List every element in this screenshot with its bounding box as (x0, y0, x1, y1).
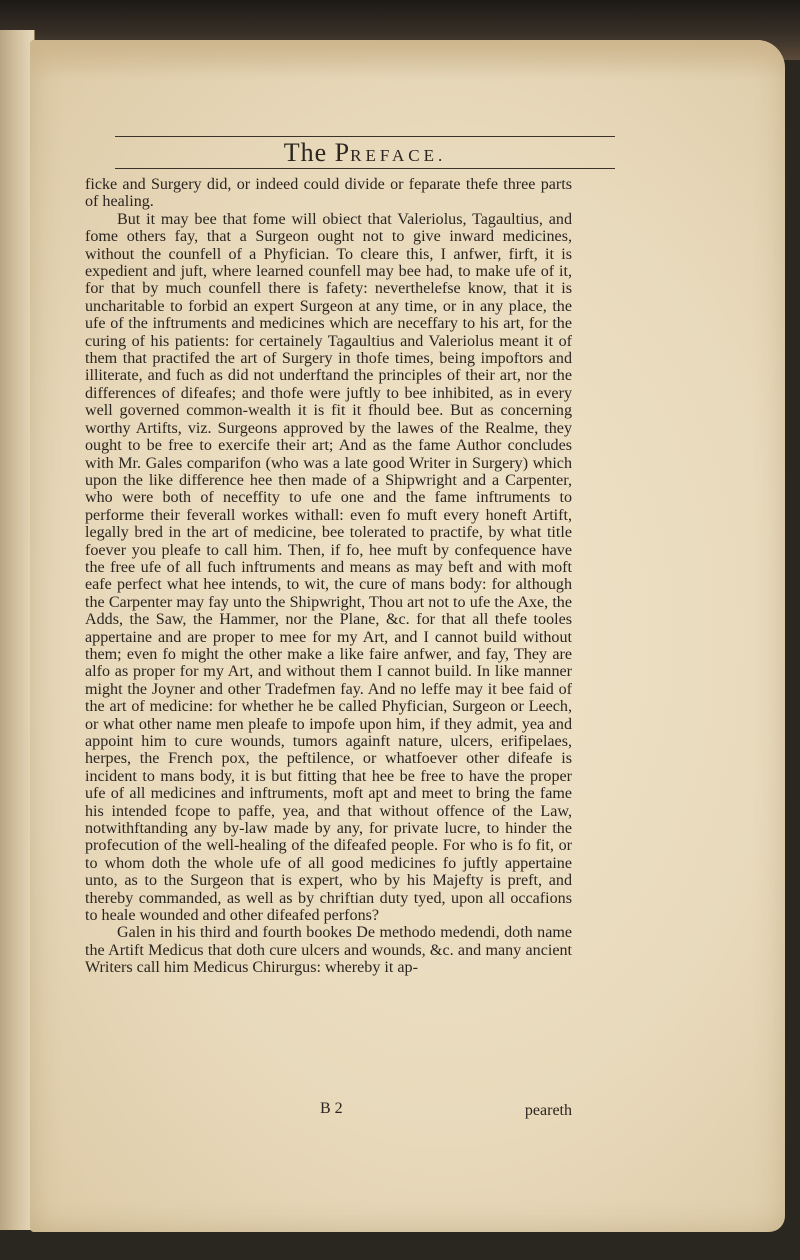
header-rule-top (115, 136, 615, 137)
header-rule-bottom (115, 168, 615, 169)
running-header (115, 138, 615, 168)
paragraph-2: But it may bee that fome will obiect that Valeriolus, Tagaultius, and fome others fay, that a Surgeon ought not to give inward medicines, without the counfell of a Phyfician. To cleare this, I anfwer, firft, it is expedient and juft, where learned counfell may bee had, to make ufe of it, for that by much counfell there is fafety: neverthelefse know, that it is uncharitable to forbid an expert Surgeon at any time, or in any place, the ufe of the inftruments and medicines which are neceffary to his art, for the curing of his patients: for certainely Tagaultius and Valeriolus meant it of them that practifed the art of Surgery in thofe times, being impoftors and illiterate, and fuch as did not underftand the principles of their art, nor the differences of difeafes; and thofe were juftly to bee inhibited, as in every well governed common-wealth it is fit it fhould bee. But as concerning worthy Artifts, viz. Surgeons approved by the lawes of the Realme, they ought to be free to exercife their art; And as the fame Author concludes with Mr. Gales comparifon (who was a late good Writer in Surgery) which upon the like difference hee then made of a Shipwright and a Carpenter, who were both of neceffity to ufe one and the fame inftruments to performe their feverall workes withall: even fo muft every honeft Artift, legally bred in the art of medicine, bee tolerated to practife, by what title foever you pleafe to call him. Then, if fo, hee muft by confequence have the free ufe of all fuch inftruments and means as may beft and with moft eafe perfect what hee intends, to wit, the cure of mans body: for although the Carpenter may fay unto the Shipwright, Thou art not to ufe the Axe, the Adds, the Saw, the Hammer, nor the Plane, &c. for that all thefe tooles appertaine and are proper to mee for my Art, and I cannot build without them; even fo might the other make a like faire anfwer, and fay, They are alfo as proper for my Art, and without them I cannot build. In like manner might the Joyner and other Tradefmen fay. And no leffe may it bee faid of the art of medicine: for whether he be called Phyfician, Surgeon or Leech, or what other name men pleafe to impofe upon him, if they admit, yea and appoint him to cure wounds, tumors againft nature, ulcers, erifipelaes, herpes, the French pox, the peftilence, or whatfoever other difeafe is incident to mans body, it is but fitting that hee be free to have the proper ufe of all medicines and inftruments, moft apt and meet to bring the fame his intended fcope to paffe, yea, and that without offence of the Law, notwithftanding any by-law made by any, for private lucre, to hinder the profecution of the well-healing of the difeafed people. For who is fo fit, or to whom doth the whole ufe of all good medicines fo juftly appertaine unto, as to the Surgeon that is expert, who by his Majefty is preft, and thereby commanded, as well as by chriftian duty tyed, upon all occafions to heale wounded and other difeafed perfons? (85, 210, 572, 925)
signature-mark: B 2 (320, 1100, 343, 1117)
page-top-shadow (30, 40, 785, 80)
paragraph-3: Galen in his third and fourth bookes De methodo medendi, doth name the Artift Medicus that doth cure ulcers and wounds, &c. and many ancient Writers call him Medicus Chirurgus: whereby it ap- (85, 924, 572, 977)
page-footer (85, 1100, 572, 1120)
header-title-rest: REFACE. (350, 146, 447, 165)
paragraph-1: ficke and Surgery did, or indeed could divide or feparate thefe three parts of healing. (85, 176, 572, 211)
book-page (30, 40, 785, 1232)
body-text (85, 176, 572, 977)
catchword: peareth (524, 1102, 572, 1119)
header-title-the: The P (283, 138, 351, 167)
